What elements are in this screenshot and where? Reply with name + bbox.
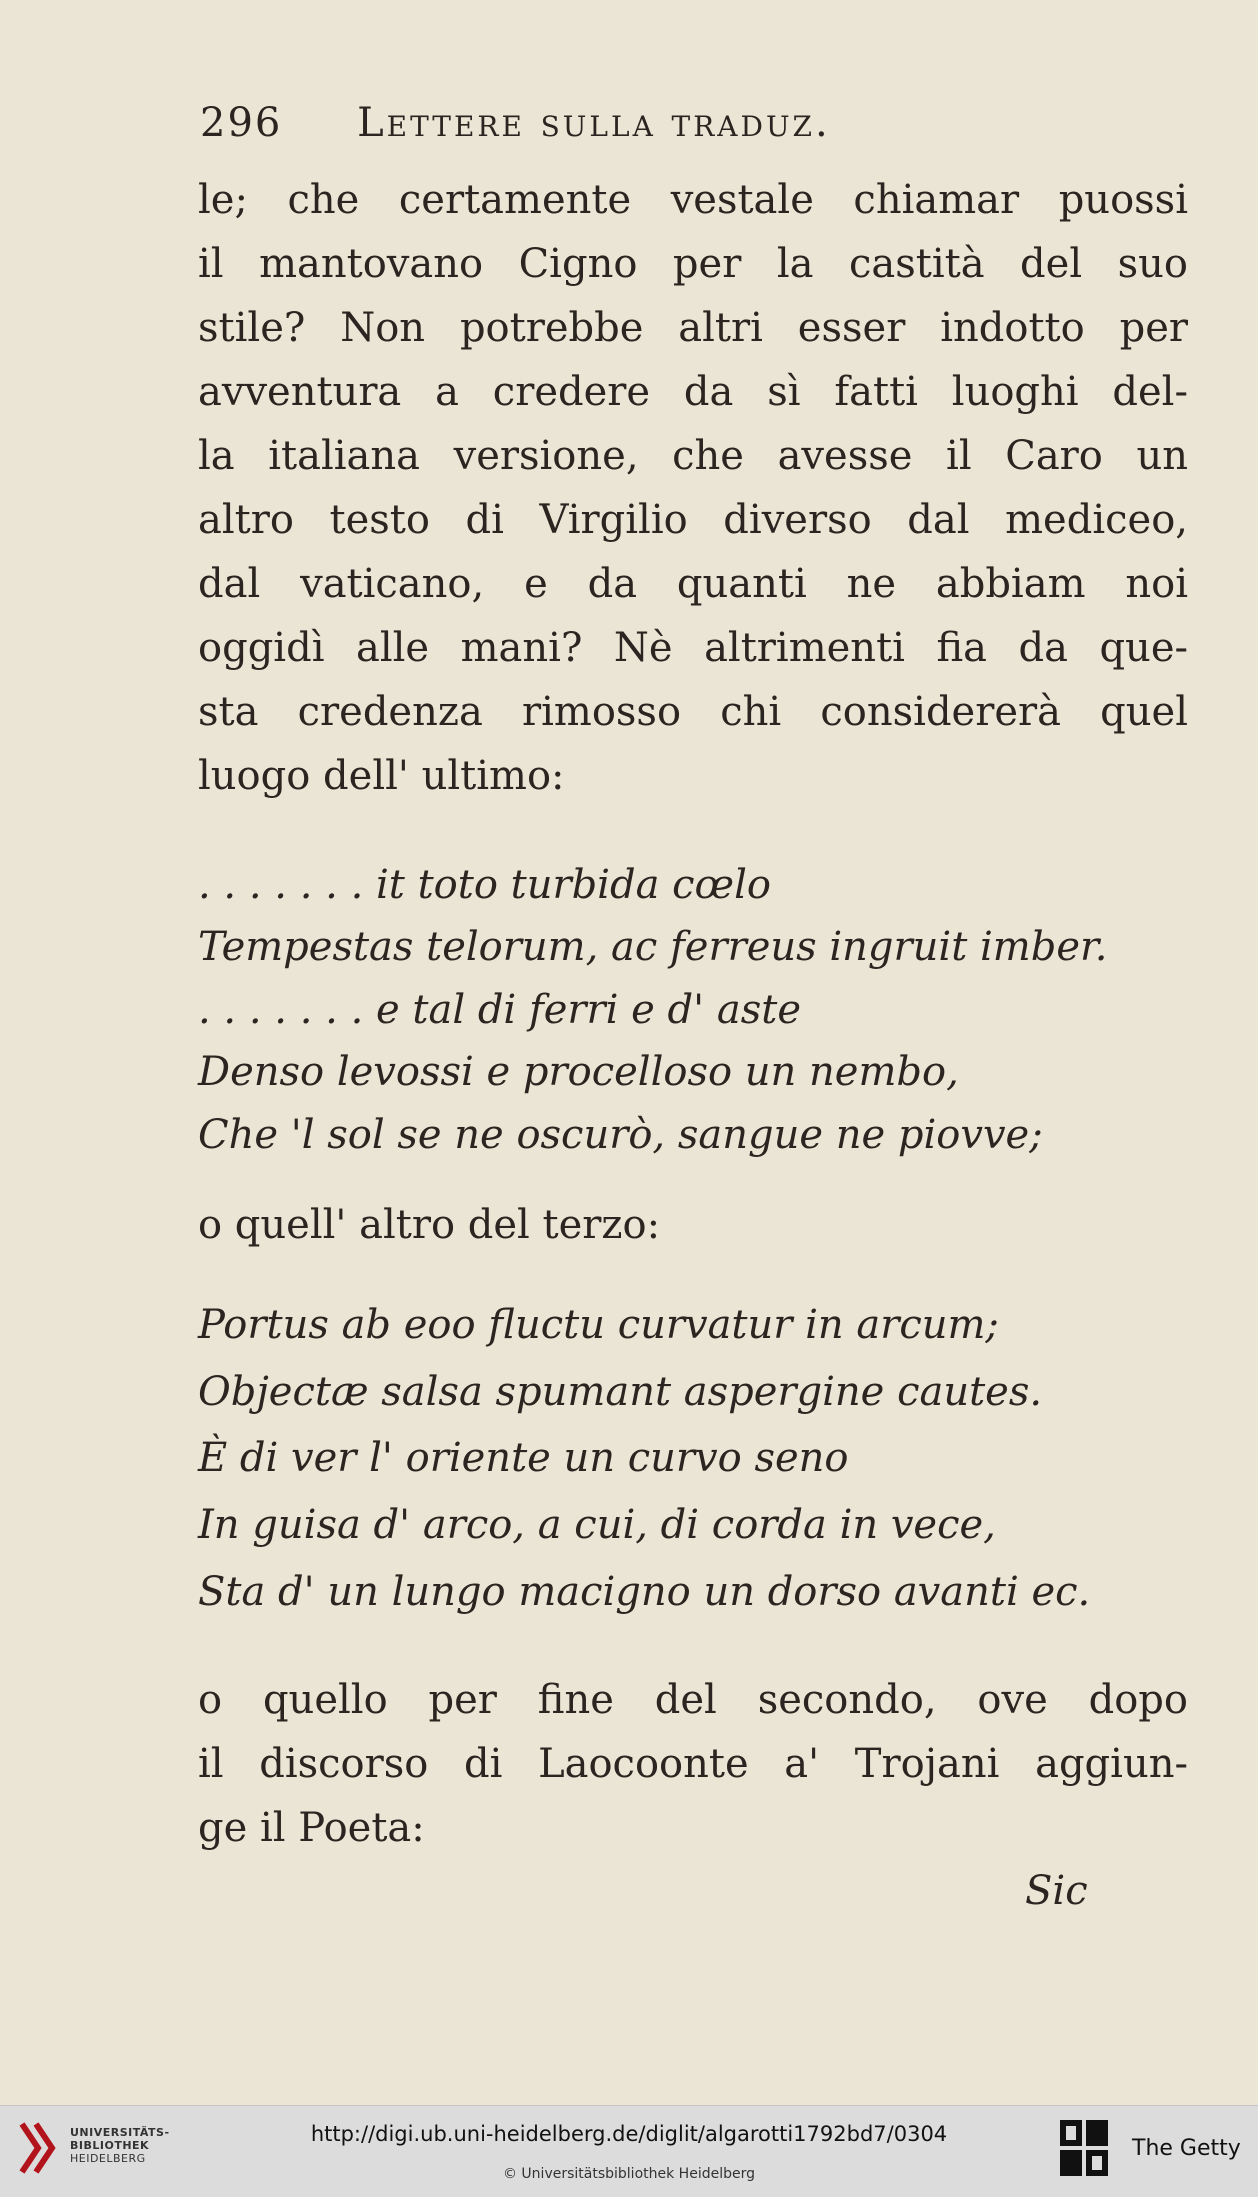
verse-line: Denso levossi e procelloso un nembo, [198, 1049, 959, 1095]
text-line: il discorso di Laocoonte a' Trojani aggiun- [198, 1741, 1188, 1787]
library-name-line: HEIDELBERG [70, 2152, 146, 2165]
viewer-footer [0, 2105, 1258, 2197]
running-title: Lettere sulla traduz. [357, 100, 831, 146]
text-line: stile? Non potrebbe altri esser indotto per [198, 305, 1188, 351]
getty-logo-icon [1058, 2118, 1110, 2180]
verse-line: . . . . . . . it toto turbida cœlo [198, 862, 771, 908]
getty-label: The Getty [1132, 2136, 1241, 2161]
verse-line: È di ver l' oriente un curvo seno [198, 1435, 849, 1481]
text-line: oggidì alle mani? Nè altrimenti fia da que- [198, 625, 1188, 671]
text-line: dal vaticano, e da quanti ne abbiam noi [198, 561, 1188, 607]
verse-line: Objectæ salsa spumant aspergine cautes. [198, 1369, 1043, 1415]
text-line: il mantovano Cigno per la castità del suo [198, 241, 1188, 287]
copyright-notice: © Universitätsbibliothek Heidelberg [502, 2166, 755, 2182]
verse-line: Che 'l sol se ne oscurò, sangue ne piovve; [198, 1112, 1043, 1158]
text-line: sta credenza rimosso chi considererà quel [198, 689, 1188, 735]
text-line: la italiana versione, che avesse il Caro un [198, 433, 1188, 479]
text-line: ge il Poeta: [198, 1805, 425, 1851]
text-line: altro testo di Virgilio diverso dal mediceo, [198, 497, 1188, 543]
page-header [200, 100, 1200, 146]
text-line: avventura a credere da sì fatti luoghi del- [198, 369, 1188, 415]
catchword: Sic [1025, 1868, 1088, 1914]
verse-line: Portus ab eoo fluctu curvatur in arcum; [198, 1302, 999, 1348]
permalink-url[interactable]: http://digi.ub.uni-heidelberg.de/diglit/algarotti1792bd7/0304 [310, 2122, 948, 2146]
text-line: le; che certamente vestale chiamar puossi [198, 177, 1188, 223]
text-line: o quello per fine del secondo, ove dopo [198, 1677, 1188, 1723]
text-line: o quell' altro del terzo: [198, 1202, 661, 1248]
library-name-line: BIBLIOTHEK [70, 2139, 150, 2152]
verse-line: Sta d' un lungo macigno un dorso avanti ec. [198, 1569, 1091, 1615]
verse-line: In guisa d' arco, a cui, di corda in vece, [198, 1502, 996, 1548]
page-number: 296 [200, 100, 283, 146]
text-line: luogo dell' ultimo: [198, 753, 565, 799]
verse-line: . . . . . . . e tal di ferri e d' aste [198, 987, 801, 1033]
library-name-line: UNIVERSITÄTS- [70, 2126, 170, 2139]
verse-line: Tempestas telorum, ac ferreus ingruit imber. [198, 924, 1108, 970]
